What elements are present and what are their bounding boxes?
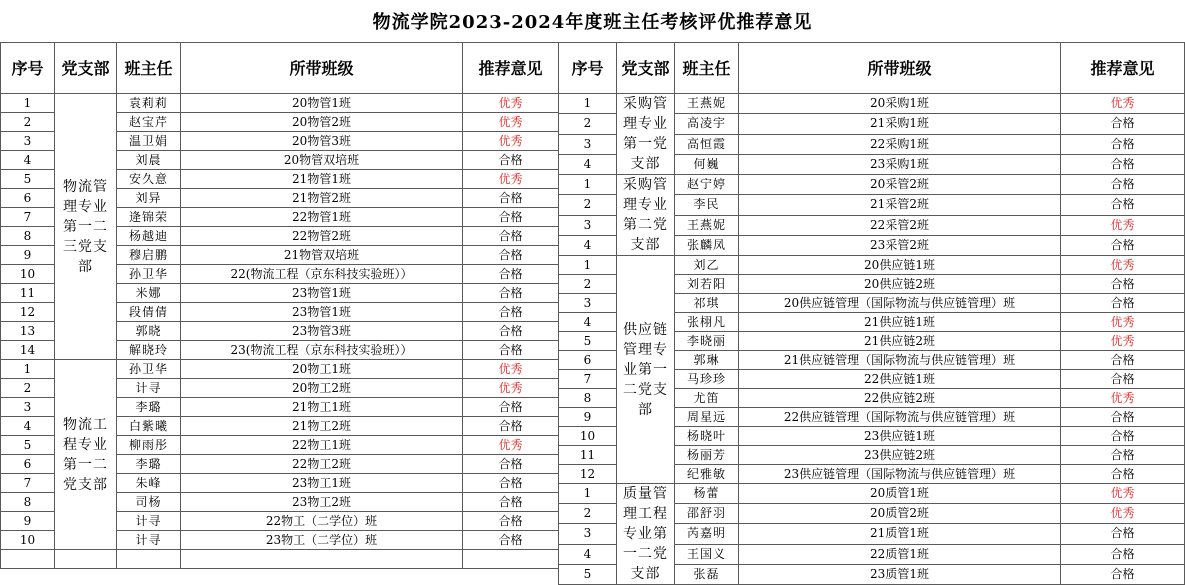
row-number: 6: [1, 189, 55, 208]
row-number: 11: [1, 284, 55, 303]
class-name: 22物工（二学位）班: [181, 512, 463, 531]
recommendation-badge: 合格: [463, 474, 559, 493]
row-number: 1: [1, 360, 55, 379]
row-number: 10: [1, 531, 55, 550]
empty-cell: [117, 550, 181, 569]
class-name: 21供应链2班: [739, 332, 1061, 351]
class-name: 22采管2班: [739, 215, 1061, 235]
party-branch-cell: 物流管理专业第一二三党支部: [55, 94, 117, 360]
class-name: 20质管2班: [739, 504, 1061, 524]
class-name: 22物工1班: [181, 436, 463, 455]
class-name: 20质管1班: [739, 484, 1061, 504]
recommendation-badge: 合格: [1061, 370, 1185, 389]
row-number: 11: [559, 446, 617, 465]
class-name: 22(物流工程（京东科技实验班））: [181, 265, 463, 284]
row-number: 5: [1, 436, 55, 455]
row-number: 7: [1, 474, 55, 493]
class-name: 21物工2班: [181, 417, 463, 436]
recommendation-badge: 合格: [463, 151, 559, 170]
party-branch-cell: 采购管理专业第一党支部: [617, 94, 675, 175]
class-name: 20物管1班: [181, 94, 463, 113]
teacher-name: 白紫曦: [117, 417, 181, 436]
class-name: 21物管双培班: [181, 246, 463, 265]
row-number: 13: [1, 322, 55, 341]
recommendation-badge: 合格: [463, 208, 559, 227]
header-class: 所带班级: [739, 43, 1061, 94]
row-number: 1: [559, 484, 617, 504]
recommendation-badge: 优秀: [463, 436, 559, 455]
row-number: 3: [559, 215, 617, 235]
class-name: 20物管2班: [181, 113, 463, 132]
header-row: [1, 43, 559, 94]
row-number: 1: [559, 175, 617, 195]
left-table: [0, 42, 559, 569]
recommendation-badge: 合格: [1061, 446, 1185, 465]
header-teacher: 班主任: [675, 43, 739, 94]
teacher-name: 王国义: [675, 544, 739, 564]
header-opinion: 推荐意见: [463, 43, 559, 94]
empty-cell: [463, 550, 559, 569]
teacher-name: 杨晓叶: [675, 427, 739, 446]
table-row: [559, 175, 1185, 195]
recommendation-badge: 合格: [1061, 235, 1185, 255]
class-name: 20采购1班: [739, 94, 1061, 114]
class-name: 21物管1班: [181, 170, 463, 189]
recommendation-badge: 合格: [1061, 154, 1185, 174]
recommendation-badge: 合格: [1061, 408, 1185, 427]
class-name: 20供应链管理（国际物流与供应链管理）班: [739, 294, 1061, 313]
teacher-name: 杨蕾: [675, 484, 739, 504]
class-name: 20物管双培班: [181, 151, 463, 170]
row-number: 4: [1, 151, 55, 170]
recommendation-badge: 优秀: [1061, 484, 1185, 504]
class-name: 21采管2班: [739, 195, 1061, 215]
row-number: 7: [1, 208, 55, 227]
row-number: 4: [559, 154, 617, 174]
teacher-name: 邵舒羽: [675, 504, 739, 524]
row-number: 8: [559, 389, 617, 408]
recommendation-badge: 合格: [1061, 114, 1185, 134]
row-number: 9: [1, 246, 55, 265]
recommendation-badge: 合格: [1061, 294, 1185, 313]
teacher-name: 马珍珍: [675, 370, 739, 389]
row-number: 2: [1, 113, 55, 132]
recommendation-badge: 合格: [463, 493, 559, 512]
table-row: [559, 94, 1185, 114]
teacher-name: 刘异: [117, 189, 181, 208]
row-number: 3: [1, 132, 55, 151]
class-name: 22物管2班: [181, 227, 463, 246]
row-number: 2: [559, 275, 617, 294]
recommendation-badge: 合格: [1061, 427, 1185, 446]
row-number: 2: [1, 379, 55, 398]
page-title: 物流学院2023-2024年度班主任考核评优推荐意见: [372, 12, 813, 33]
teacher-name: 解晓玲: [117, 341, 181, 360]
header-no: 序号: [559, 43, 617, 94]
recommendation-badge: 优秀: [463, 379, 559, 398]
teacher-name: 温卫娟: [117, 132, 181, 151]
class-name: 23物管1班: [181, 284, 463, 303]
class-name: 20供应链1班: [739, 256, 1061, 275]
teacher-name: 李璐: [117, 455, 181, 474]
class-name: 23供应链管理（国际物流与供应链管理）班: [739, 465, 1061, 484]
recommendation-badge: 合格: [463, 284, 559, 303]
recommendation-badge: 合格: [1061, 195, 1185, 215]
teacher-name: 祁琪: [675, 294, 739, 313]
class-name: 23采购1班: [739, 154, 1061, 174]
teacher-name: 司杨: [117, 493, 181, 512]
row-number: 10: [559, 427, 617, 446]
row-number: 4: [1, 417, 55, 436]
teacher-name: 杨丽芳: [675, 446, 739, 465]
recommendation-badge: 优秀: [463, 113, 559, 132]
row-number: 6: [559, 351, 617, 370]
class-name: 23(物流工程（京东科技实验班））: [181, 341, 463, 360]
class-name: 22供应链2班: [739, 389, 1061, 408]
row-number: 2: [559, 195, 617, 215]
party-branch-cell: 采购管理专业第二党支部: [617, 175, 675, 256]
row-number: 4: [559, 235, 617, 255]
recommendation-badge: 合格: [463, 227, 559, 246]
row-number: 4: [559, 544, 617, 564]
row-number: 2: [559, 114, 617, 134]
teacher-name: 刘若阳: [675, 275, 739, 294]
class-name: 22供应链管理（国际物流与供应链管理）班: [739, 408, 1061, 427]
recommendation-badge: 合格: [1061, 134, 1185, 154]
teacher-name: 柳雨彤: [117, 436, 181, 455]
empty-cell: [181, 550, 463, 569]
recommendation-badge: 合格: [463, 531, 559, 550]
class-name: 23物管3班: [181, 322, 463, 341]
teacher-name: 芮嘉明: [675, 524, 739, 544]
row-number: 6: [1, 455, 55, 474]
teacher-name: 计寻: [117, 512, 181, 531]
row-number: 2: [559, 504, 617, 524]
header-row: [559, 43, 1185, 94]
teacher-name: 刘乙: [675, 256, 739, 275]
class-name: 23物工2班: [181, 493, 463, 512]
row-number: 12: [1, 303, 55, 322]
teacher-name: 逄锦荣: [117, 208, 181, 227]
recommendation-badge: 合格: [463, 246, 559, 265]
recommendation-badge: 合格: [1061, 524, 1185, 544]
row-number: 14: [1, 341, 55, 360]
teacher-name: 李晓丽: [675, 332, 739, 351]
recommendation-badge: 优秀: [1061, 332, 1185, 351]
table-row: [1, 360, 559, 379]
recommendation-badge: 优秀: [463, 170, 559, 189]
row-number: 10: [1, 265, 55, 284]
recommendation-badge: 优秀: [463, 360, 559, 379]
teacher-name: 刘晨: [117, 151, 181, 170]
recommendation-badge: 优秀: [463, 94, 559, 113]
recommendation-badge: 合格: [463, 189, 559, 208]
recommendation-badge: 合格: [463, 341, 559, 360]
teacher-name: 尤笛: [675, 389, 739, 408]
teacher-name: 郭晓: [117, 322, 181, 341]
class-name: 20物管3班: [181, 132, 463, 151]
table-row: [1, 94, 559, 113]
row-number: 3: [559, 524, 617, 544]
header-class: 所带班级: [181, 43, 463, 94]
header-branch: 党支部: [617, 43, 675, 94]
class-name: 22采购1班: [739, 134, 1061, 154]
row-number: 5: [1, 170, 55, 189]
class-name: 20物工1班: [181, 360, 463, 379]
table-row: [559, 484, 1185, 504]
teacher-name: 王燕妮: [675, 94, 739, 114]
recommendation-badge: 优秀: [1061, 313, 1185, 332]
recommendation-badge: 合格: [463, 455, 559, 474]
party-branch-cell: 供应链管理专业第一二党支部: [617, 256, 675, 484]
class-name: 23物工1班: [181, 474, 463, 493]
class-name: 20物工2班: [181, 379, 463, 398]
class-name: 21供应链管理（国际物流与供应链管理）班: [739, 351, 1061, 370]
class-name: 22物管1班: [181, 208, 463, 227]
teacher-name: 张麟凤: [675, 235, 739, 255]
teacher-name: 计寻: [117, 379, 181, 398]
teacher-name: 袁莉莉: [117, 94, 181, 113]
teacher-name: 周星远: [675, 408, 739, 427]
row-number: 7: [559, 370, 617, 389]
recommendation-badge: 合格: [463, 322, 559, 341]
row-number: 5: [559, 332, 617, 351]
class-name: 22质管1班: [739, 544, 1061, 564]
teacher-name: 孙卫华: [117, 360, 181, 379]
row-number: 9: [559, 408, 617, 427]
row-number: 1: [559, 256, 617, 275]
row-number: 12: [559, 465, 617, 484]
row-number: 9: [1, 512, 55, 531]
header-opinion: 推荐意见: [1061, 43, 1185, 94]
teacher-name: 计寻: [117, 531, 181, 550]
header-branch: 党支部: [55, 43, 117, 94]
class-name: 21物管2班: [181, 189, 463, 208]
recommendation-badge: 合格: [1061, 351, 1185, 370]
row-number: 4: [559, 313, 617, 332]
teacher-name: 穆启鹏: [117, 246, 181, 265]
row-number: 3: [1, 398, 55, 417]
class-name: 23质管1班: [739, 564, 1061, 584]
class-name: 21质管1班: [739, 524, 1061, 544]
row-number: 1: [1, 94, 55, 113]
class-name: 23供应链2班: [739, 446, 1061, 465]
recommendation-badge: 优秀: [463, 132, 559, 151]
row-number: 5: [559, 564, 617, 584]
row-number: 8: [1, 493, 55, 512]
recommendation-badge: 合格: [1061, 175, 1185, 195]
empty-cell: [1, 550, 55, 569]
header-teacher: 班主任: [117, 43, 181, 94]
teacher-name: 张栩凡: [675, 313, 739, 332]
recommendation-badge: 合格: [1061, 465, 1185, 484]
teacher-name: 安久意: [117, 170, 181, 189]
teacher-name: 赵宁婷: [675, 175, 739, 195]
class-name: 20供应链2班: [739, 275, 1061, 294]
teacher-name: 郭琳: [675, 351, 739, 370]
recommendation-badge: 合格: [463, 417, 559, 436]
teacher-name: 李璐: [117, 398, 181, 417]
class-name: 21供应链1班: [739, 313, 1061, 332]
teacher-name: 米娜: [117, 284, 181, 303]
table-row-empty: [1, 550, 559, 569]
class-name: 23物管1班: [181, 303, 463, 322]
recommendation-badge: 优秀: [1061, 389, 1185, 408]
class-name: 23采管2班: [739, 235, 1061, 255]
class-name: 21物工1班: [181, 398, 463, 417]
teacher-name: 孙卫华: [117, 265, 181, 284]
recommendation-badge: 合格: [463, 512, 559, 531]
recommendation-badge: 优秀: [1061, 94, 1185, 114]
teacher-name: 段倩倩: [117, 303, 181, 322]
recommendation-badge: 合格: [1061, 544, 1185, 564]
teacher-name: 高恒霞: [675, 134, 739, 154]
class-name: 23供应链1班: [739, 427, 1061, 446]
empty-cell: [55, 550, 117, 569]
row-number: 1: [559, 94, 617, 114]
recommendation-badge: 合格: [1061, 275, 1185, 294]
class-name: 23物工（二学位）班: [181, 531, 463, 550]
recommendation-badge: 合格: [463, 398, 559, 417]
teacher-name: 王燕妮: [675, 215, 739, 235]
header-no: 序号: [1, 43, 55, 94]
class-name: 20采管2班: [739, 175, 1061, 195]
teacher-name: 李民: [675, 195, 739, 215]
teacher-name: 张磊: [675, 564, 739, 584]
teacher-name: 朱峰: [117, 474, 181, 493]
class-name: 21采购1班: [739, 114, 1061, 134]
row-number: 3: [559, 134, 617, 154]
right-table: [558, 42, 1185, 585]
class-name: 22供应链1班: [739, 370, 1061, 389]
class-name: 22物工2班: [181, 455, 463, 474]
recommendation-badge: 优秀: [1061, 256, 1185, 275]
party-branch-cell: 物流工程专业第一二党支部: [55, 360, 117, 550]
recommendation-badge: 优秀: [1061, 215, 1185, 235]
teacher-name: 何巍: [675, 154, 739, 174]
recommendation-badge: 优秀: [1061, 504, 1185, 524]
teacher-name: 杨越迪: [117, 227, 181, 246]
row-number: 8: [1, 227, 55, 246]
recommendation-badge: 合格: [463, 303, 559, 322]
teacher-name: 纪雅敏: [675, 465, 739, 484]
table-row: [559, 256, 1185, 275]
teacher-name: 赵宝芹: [117, 113, 181, 132]
recommendation-badge: 合格: [1061, 564, 1185, 584]
party-branch-cell: 质量管理工程专业第一二党支部: [617, 484, 675, 585]
row-number: 3: [559, 294, 617, 313]
recommendation-badge: 合格: [463, 265, 559, 284]
teacher-name: 高凌宇: [675, 114, 739, 134]
